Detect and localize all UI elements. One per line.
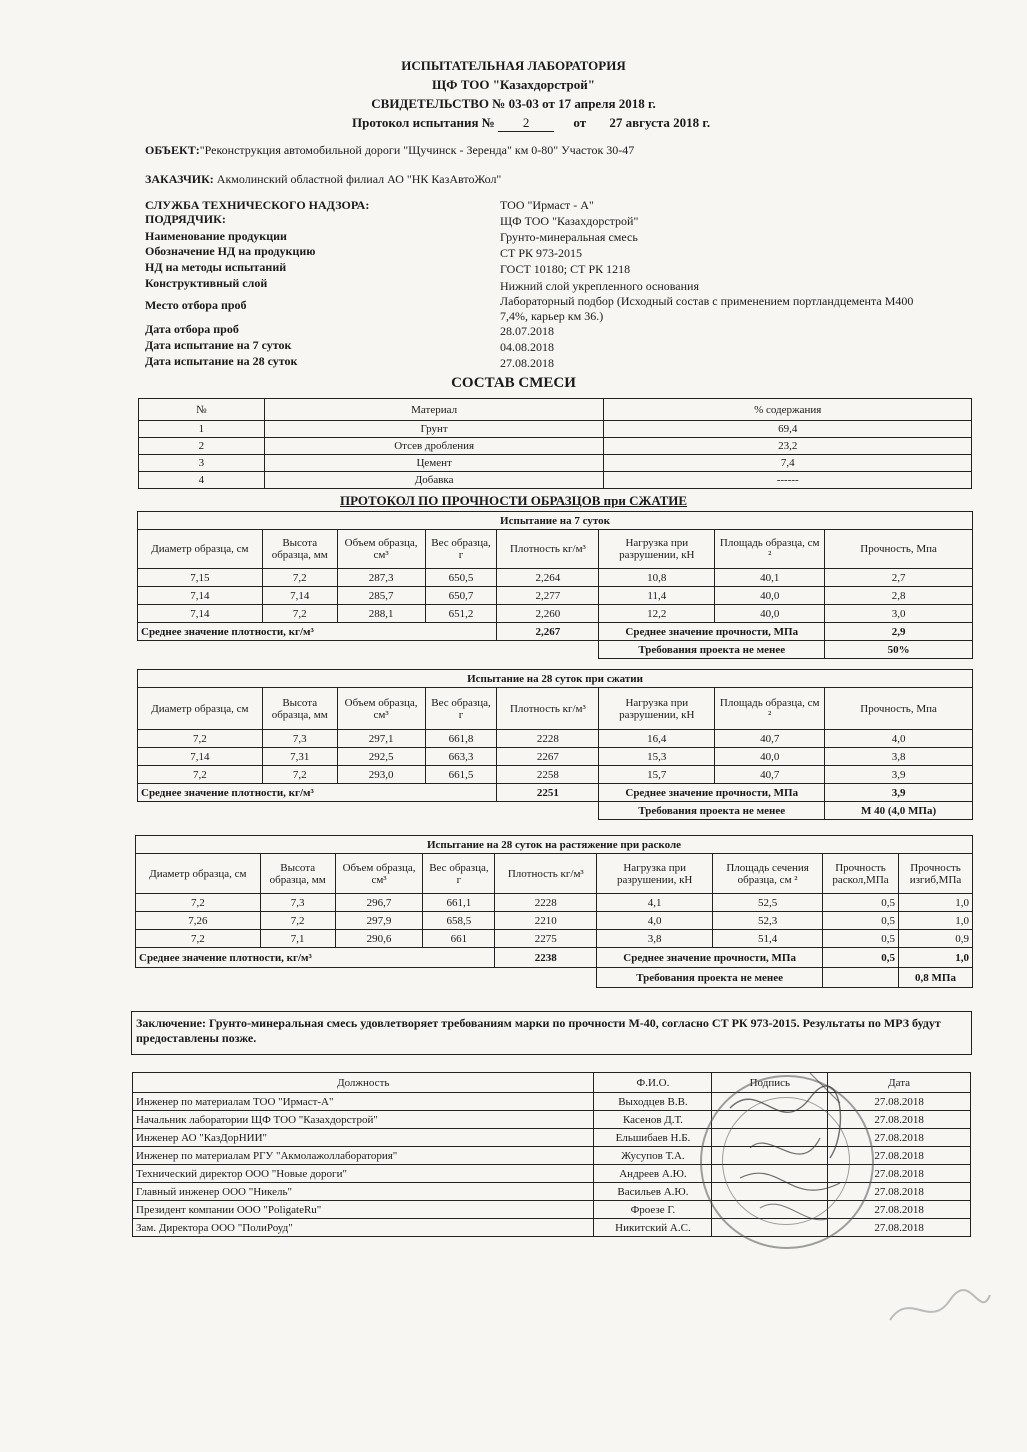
table-row xyxy=(138,569,973,587)
mix-cell: 2 xyxy=(139,438,265,455)
date-cell: 27.08.2018 xyxy=(828,1219,971,1237)
cell: 2275 xyxy=(495,930,597,948)
header-cell: Плотность кг/м³ xyxy=(497,688,599,730)
cell: 4,0 xyxy=(597,912,713,930)
signature-scribbles xyxy=(690,1068,890,1268)
meta-label-test28-date: Дата испытание на 28 суток xyxy=(145,354,298,368)
protocol-line xyxy=(352,115,710,132)
meta-label-contractor: ПОДРЯДЧИК: xyxy=(145,212,226,226)
test28-table xyxy=(137,669,973,820)
header-cell: Прочность, Мпа xyxy=(825,530,973,569)
requirement-value: М 40 (4,0 МПа) xyxy=(825,802,973,820)
cell: 40,7 xyxy=(715,766,825,784)
meta-label-supervision: СЛУЖБА ТЕХНИЧЕСКОГО НАДЗОРА: xyxy=(145,198,370,212)
header-cell: Дата xyxy=(828,1073,971,1093)
table-row xyxy=(138,587,973,605)
cell: 7,2 xyxy=(138,730,263,748)
cell: 661,1 xyxy=(423,894,495,912)
customer-line xyxy=(145,172,501,187)
corner-marks xyxy=(880,1280,1000,1340)
mix-header-percent: % содержания xyxy=(604,399,972,421)
meta-value-sampling-place: Лабораторный подбор (Исходный состав с применением портландцемента М400 xyxy=(500,294,914,308)
header-cell: Плотность кг/м³ xyxy=(495,854,597,894)
meta-value-contractor: ЩФ ТОО "Казахдорстрой" xyxy=(500,214,639,228)
position-cell: Инженер АО "КазДорНИИ" xyxy=(133,1129,594,1147)
cell: 2210 xyxy=(495,912,597,930)
name-cell: Касенов Д.Т. xyxy=(594,1111,712,1129)
meta-label-product: Наименование продукции xyxy=(145,229,287,243)
cell: 40,0 xyxy=(715,587,825,605)
test28-average-row xyxy=(138,784,973,802)
avg-split-value: 0,5 xyxy=(823,948,899,968)
cell: 285,7 xyxy=(337,587,425,605)
cell: 2,277 xyxy=(497,587,599,605)
mix-header-material: Материал xyxy=(264,399,604,421)
mix-cell: 3 xyxy=(139,455,265,472)
cell: 7,2 xyxy=(136,894,261,912)
cell: 1,0 xyxy=(899,912,973,930)
cell: 11,4 xyxy=(599,587,715,605)
cell: 10,8 xyxy=(599,569,715,587)
cell: 2258 xyxy=(497,766,599,784)
test28-title: Испытание на 28 суток при сжатии xyxy=(138,670,973,688)
header-cell: Вес образца, г xyxy=(425,688,497,730)
avg-density-label: Среднее значение плотности, кг/м³ xyxy=(138,784,497,802)
table-row xyxy=(136,894,973,912)
cell: 40,7 xyxy=(715,730,825,748)
cell: 4,0 xyxy=(825,730,973,748)
conclusion-box: Заключение: Грунто-минеральная смесь удовлетворяет требованиям марки по прочности М-40, согласно СТ РК 973-2015. Результаты по МРЗ будут предоставлены позже. xyxy=(131,1011,972,1055)
cell: 2,7 xyxy=(825,569,973,587)
cell: 0,5 xyxy=(823,930,899,948)
cell: 296,7 xyxy=(335,894,423,912)
avg-strength-label: Среднее значение прочности, МПа xyxy=(599,784,825,802)
header-cell: Площадь сечения образца, см ² xyxy=(713,854,823,894)
header-cell: Нагрузка при разрушении, кН xyxy=(599,530,715,569)
avg-strength-label: Среднее значение прочности, МПа xyxy=(597,948,823,968)
cell: 7,14 xyxy=(138,587,263,605)
mix-cell: 23,2 xyxy=(604,438,972,455)
cell: 297,1 xyxy=(337,730,425,748)
cell: 7,3 xyxy=(260,894,335,912)
protocol-from: от xyxy=(573,115,587,130)
requirement-label: Требования проекта не менее xyxy=(599,802,825,820)
protocol-title: ПРОТОКОЛ ПО ПРОЧНОСТИ ОБРАЗЦОВ при СЖАТИЕ xyxy=(339,493,688,508)
table-row xyxy=(139,455,972,472)
avg-density-label: Среднее значение плотности, кг/м³ xyxy=(136,948,495,968)
object-label: ОБЪЕКТ: xyxy=(145,143,200,157)
cell: 0,9 xyxy=(899,930,973,948)
cell: 7,31 xyxy=(262,748,337,766)
cell: 7,2 xyxy=(262,766,337,784)
test7-average-row xyxy=(138,623,973,641)
header-cell: Прочность изгиб,МПа xyxy=(899,854,973,894)
header-cell: Вес образца, г xyxy=(425,530,497,569)
table-row xyxy=(139,438,972,455)
date-cell: 27.08.2018 xyxy=(828,1093,971,1111)
mix-cell: Грунт xyxy=(264,421,604,438)
object-line xyxy=(145,143,634,158)
meta-value-test28-date: 27.08.2018 xyxy=(500,356,554,370)
cell: 7,14 xyxy=(138,748,263,766)
header-cell: Объем образца, см³ xyxy=(337,530,425,569)
empty-cell xyxy=(136,968,597,988)
cell: 661,8 xyxy=(425,730,497,748)
test28t-header-row xyxy=(136,854,973,894)
avg-bend-value: 1,0 xyxy=(899,948,973,968)
meta-value-sampling-place-2: 7,4%, карьер км 36.) xyxy=(500,309,604,323)
cell: 40,0 xyxy=(715,605,825,623)
date-cell: 27.08.2018 xyxy=(828,1129,971,1147)
test28t-title: Испытание на 28 суток на растяжение при расколе xyxy=(136,836,973,854)
cell: 290,6 xyxy=(335,930,423,948)
avg-density-label: Среднее значение плотности, кг/м³ xyxy=(138,623,497,641)
test7-header-row xyxy=(138,530,973,569)
cell: 2228 xyxy=(495,894,597,912)
header-cell: Подпись xyxy=(712,1073,828,1093)
object-value: "Реконструкция автомобильной дороги "Щучинск - Зеренда" км 0-80" Участок 30-47 xyxy=(199,143,635,157)
cell: 51,4 xyxy=(713,930,823,948)
date-cell: 27.08.2018 xyxy=(828,1165,971,1183)
name-cell: Выходцев В.В. xyxy=(594,1093,712,1111)
cell: 0,5 xyxy=(823,894,899,912)
cell: 3,8 xyxy=(597,930,713,948)
meta-label-sampling-place: Место отбора проб xyxy=(145,298,247,312)
mix-header-no: № xyxy=(139,399,265,421)
header-cell: Площадь образца, см ² xyxy=(715,530,825,569)
cell: 2,260 xyxy=(497,605,599,623)
cell: 0,5 xyxy=(823,912,899,930)
cell: 287,3 xyxy=(337,569,425,587)
test28t-requirement-row xyxy=(136,968,973,988)
cell: 7,2 xyxy=(262,605,337,623)
cell: 7,26 xyxy=(136,912,261,930)
cell: 651,2 xyxy=(425,605,497,623)
mix-cell: ------ xyxy=(604,472,972,489)
mix-cell: Добавка xyxy=(264,472,604,489)
meta-value-nd-product: СТ РК 973-2015 xyxy=(500,246,583,260)
header-cell: Вес образца, г xyxy=(423,854,495,894)
empty-cell xyxy=(138,641,599,659)
cell: 2,8 xyxy=(825,587,973,605)
cell: 7,1 xyxy=(260,930,335,948)
protocol-number: 2 xyxy=(498,115,554,132)
cell: 2,264 xyxy=(497,569,599,587)
empty-cell xyxy=(823,968,899,988)
lab-title: ИСПЫТАТЕЛЬНАЯ ЛАБОРАТОРИЯ xyxy=(401,58,626,73)
name-cell: Ельшибаев Н.Б. xyxy=(594,1129,712,1147)
lab-subtitle: ЩФ ТОО "Казахдорстрой" xyxy=(432,77,595,92)
mix-title: СОСТАВ СМЕСИ xyxy=(451,375,576,391)
cell: 15,3 xyxy=(599,748,715,766)
cell: 52,5 xyxy=(713,894,823,912)
date-cell: 27.08.2018 xyxy=(828,1201,971,1219)
cell: 3,9 xyxy=(825,766,973,784)
header-cell: Диаметр образца, см xyxy=(136,854,261,894)
name-cell: Васильев А.Ю. xyxy=(594,1183,712,1201)
protocol-date: 27 августа 2018 г. xyxy=(609,115,711,130)
test7-table xyxy=(137,511,973,659)
cell: 2228 xyxy=(497,730,599,748)
avg-density-value: 2,267 xyxy=(497,623,599,641)
cell: 7,14 xyxy=(262,587,337,605)
mix-table xyxy=(138,398,972,489)
cell: 7,3 xyxy=(262,730,337,748)
meta-value-product: Грунто-минеральная смесь xyxy=(500,230,638,244)
protocol-label: Протокол испытания № xyxy=(352,115,495,130)
requirement-label: Требования проекта не менее xyxy=(597,968,823,988)
name-cell: Никитский А.С. xyxy=(594,1219,712,1237)
name-cell: Жусупов Т.А. xyxy=(594,1147,712,1165)
position-cell: Инженер по материалам РГУ "Акмолажоллаборатория" xyxy=(133,1147,594,1165)
cell: 52,3 xyxy=(713,912,823,930)
cell: 7,2 xyxy=(260,912,335,930)
name-cell: Андреев А.Ю. xyxy=(594,1165,712,1183)
meta-value-nd-methods: ГОСТ 10180; СТ РК 1218 xyxy=(500,262,631,276)
cell: 663,3 xyxy=(425,748,497,766)
meta-value-supervision: ТОО "Ирмаст - А" xyxy=(500,198,594,212)
mix-header-row xyxy=(139,399,972,421)
mix-cell: 1 xyxy=(139,421,265,438)
avg-strength-label: Среднее значение прочности, МПа xyxy=(599,623,825,641)
header-cell: Нагрузка при разрушении, кН xyxy=(599,688,715,730)
avg-density-value: 2251 xyxy=(497,784,599,802)
position-cell: Начальник лаборатории ЩФ ТОО "Казахдорстрой" xyxy=(133,1111,594,1129)
cell: 7,15 xyxy=(138,569,263,587)
requirement-label: Требования проекта не менее xyxy=(599,641,825,659)
table-row xyxy=(139,421,972,438)
table-row xyxy=(138,730,973,748)
header-cell: Прочность, Мпа xyxy=(825,688,973,730)
cell: 1,0 xyxy=(899,894,973,912)
header-cell: Высота образца, мм xyxy=(262,530,337,569)
requirement-value: 50% xyxy=(825,641,973,659)
cell: 3,0 xyxy=(825,605,973,623)
cell: 15,7 xyxy=(599,766,715,784)
name-cell: Фроезе Г. xyxy=(594,1201,712,1219)
header-cell: Прочность раскол,МПа xyxy=(823,854,899,894)
header-cell: Объем образца, см³ xyxy=(337,688,425,730)
cell: 7,14 xyxy=(138,605,263,623)
mix-cell: 4 xyxy=(139,472,265,489)
header-cell: Плотность кг/м³ xyxy=(497,530,599,569)
header-cell: Нагрузка при разрушении, кН xyxy=(597,854,713,894)
cell: 288,1 xyxy=(337,605,425,623)
date-cell: 27.08.2018 xyxy=(828,1147,971,1165)
cell: 12,2 xyxy=(599,605,715,623)
date-cell: 27.08.2018 xyxy=(828,1183,971,1201)
cell: 658,5 xyxy=(423,912,495,930)
cell: 661 xyxy=(423,930,495,948)
meta-value-layer: Нижний слой укрепленного основания xyxy=(500,279,699,293)
cell: 292,5 xyxy=(337,748,425,766)
cell: 40,0 xyxy=(715,748,825,766)
avg-strength-value: 2,9 xyxy=(825,623,973,641)
test28t-average-row xyxy=(136,948,973,968)
date-cell: 27.08.2018 xyxy=(828,1111,971,1129)
header-cell: Должность xyxy=(133,1073,594,1093)
cell: 650,5 xyxy=(425,569,497,587)
position-cell: Главный инженер ООО "Никель" xyxy=(133,1183,594,1201)
cell: 2267 xyxy=(497,748,599,766)
header-cell: Ф.И.О. xyxy=(594,1073,712,1093)
meta-label-test7-date: Дата испытание на 7 суток xyxy=(145,338,292,352)
cell: 293,0 xyxy=(337,766,425,784)
meta-value-test7-date: 04.08.2018 xyxy=(500,340,554,354)
test28-header-row xyxy=(138,688,973,730)
position-cell: Зам. Директора ООО "ПолиРоуд" xyxy=(133,1219,594,1237)
test28-tensile-table xyxy=(135,835,973,988)
table-row xyxy=(138,605,973,623)
avg-density-value: 2238 xyxy=(495,948,597,968)
table-row xyxy=(138,748,973,766)
header-cell: Объем образца, см³ xyxy=(335,854,423,894)
table-row xyxy=(136,912,973,930)
test7-requirement-row xyxy=(138,641,973,659)
cell: 4,1 xyxy=(597,894,713,912)
customer-value: Акмолинский областной филиал АО "НК КазАвтоЖол" xyxy=(216,172,502,186)
header-cell: Высота образца, мм xyxy=(262,688,337,730)
certificate-line: СВИДЕТЕЛЬСТВО № 03-03 от 17 апреля 2018 г. xyxy=(371,96,656,111)
cell: 661,5 xyxy=(425,766,497,784)
position-cell: Инженер по материалам ТОО "Ирмаст-А" xyxy=(133,1093,594,1111)
header-cell: Диаметр образца, см xyxy=(138,688,263,730)
cell: 7,2 xyxy=(136,930,261,948)
requirement-value: 0,8 МПа xyxy=(899,968,973,988)
header-cell: Площадь образца, см ² xyxy=(715,688,825,730)
header-cell: Диаметр образца, см xyxy=(138,530,263,569)
mix-cell: 69,4 xyxy=(604,421,972,438)
cell: 16,4 xyxy=(599,730,715,748)
test28-requirement-row xyxy=(138,802,973,820)
header-cell: Высота образца, мм xyxy=(260,854,335,894)
mix-cell: Цемент xyxy=(264,455,604,472)
meta-value-sampling-date: 28.07.2018 xyxy=(500,324,554,338)
mix-cell: Отсев дробления xyxy=(264,438,604,455)
table-row xyxy=(139,472,972,489)
empty-cell xyxy=(138,802,599,820)
table-row xyxy=(138,766,973,784)
position-cell: Технический директор ООО "Новые дороги" xyxy=(133,1165,594,1183)
meta-label-sampling-date: Дата отбора проб xyxy=(145,322,239,336)
customer-label: ЗАКАЗЧИК: xyxy=(145,172,214,186)
cell: 650,7 xyxy=(425,587,497,605)
table-row xyxy=(136,930,973,948)
meta-label-layer: Конструктивный слой xyxy=(145,276,268,290)
cell: 7,2 xyxy=(138,766,263,784)
cell: 7,2 xyxy=(262,569,337,587)
test7-title: Испытание на 7 суток xyxy=(138,512,973,530)
meta-label-nd-product: Обозначение НД на продукцию xyxy=(145,244,316,258)
avg-strength-value: 3,9 xyxy=(825,784,973,802)
meta-label-nd-methods: НД на методы испытаний xyxy=(145,260,287,274)
cell: 297,9 xyxy=(335,912,423,930)
mix-cell: 7,4 xyxy=(604,455,972,472)
cell: 3,8 xyxy=(825,748,973,766)
cell: 40,1 xyxy=(715,569,825,587)
position-cell: Президент компании ООО "PoligateRu" xyxy=(133,1201,594,1219)
